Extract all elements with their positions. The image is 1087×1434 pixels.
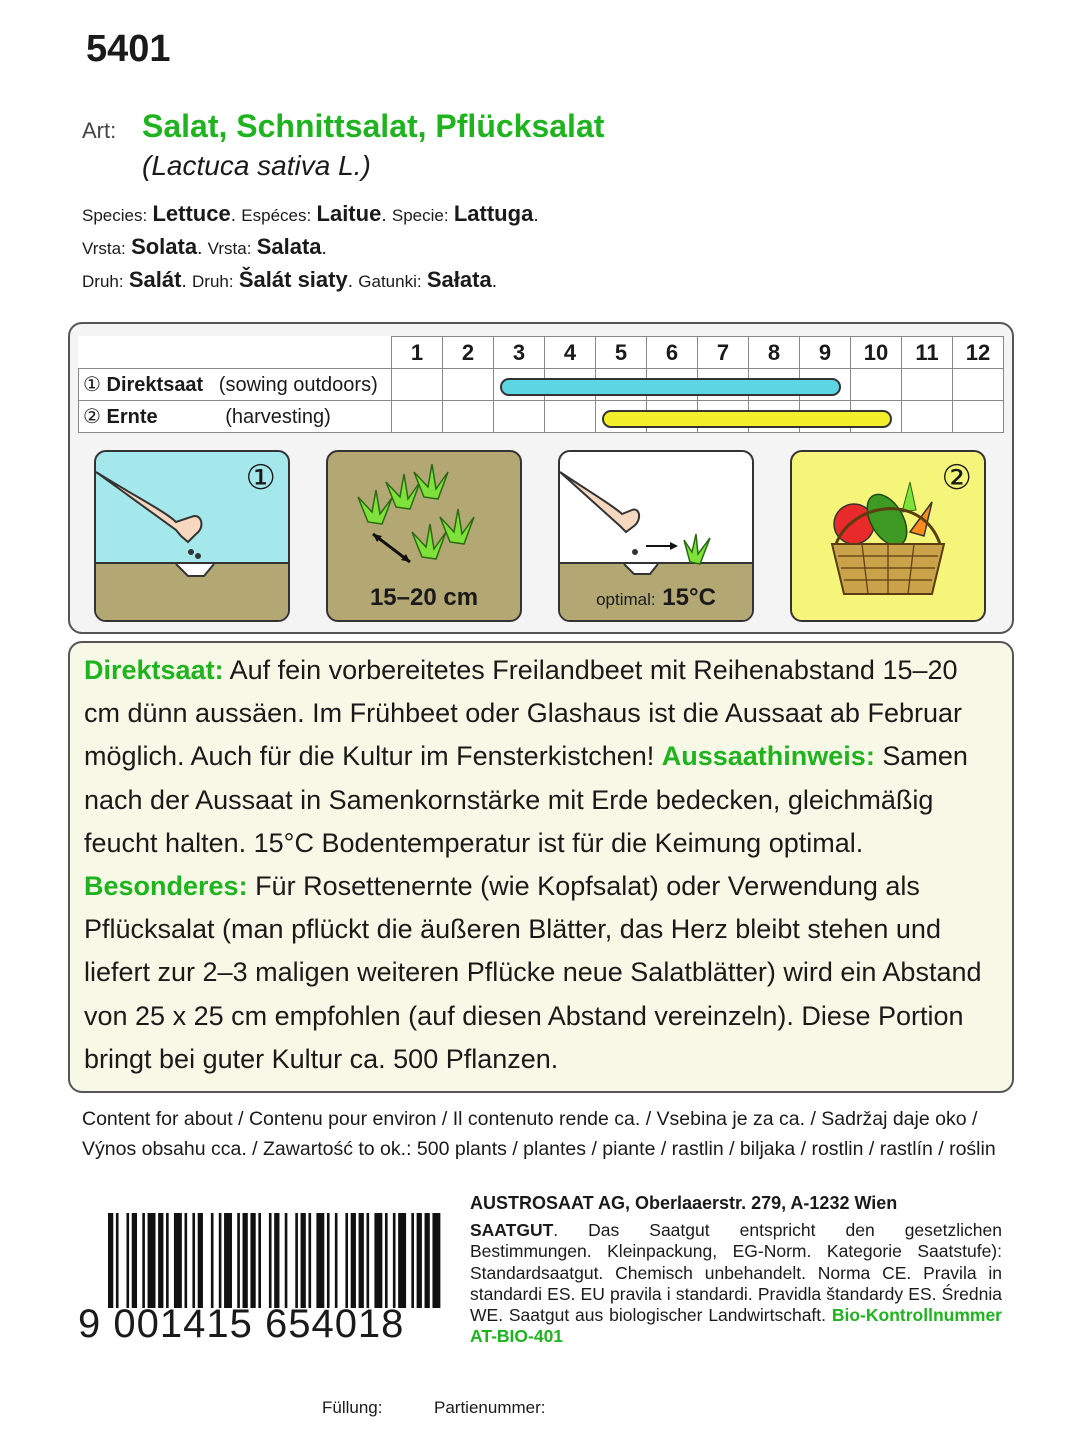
- barcode-number: 9 001415 654018: [78, 1302, 405, 1346]
- content-line-1: Content for about / Contenu pour environ / Il contenuto rende ca. / Vsebina je za ca. / Sadržaj daje oko /: [82, 1108, 978, 1130]
- barcode-image: [108, 1213, 443, 1308]
- fill-label: Füllung:: [322, 1398, 383, 1417]
- sowing-calendar: [68, 322, 1014, 634]
- hand-sowing-icon: [96, 452, 288, 620]
- harvest-period-bar: [602, 410, 892, 428]
- month-header: 8: [749, 337, 800, 369]
- temperature-value: 15°C: [662, 584, 716, 611]
- latin-name: (Lactuca sativa L.): [142, 150, 371, 181]
- company-address: AUSTROSAAT AG, Oberlaaerstr. 279, A-1232 Wien: [470, 1193, 898, 1213]
- spacing-label: 15–20 cm: [369, 584, 479, 611]
- month-header: 1: [392, 337, 443, 369]
- calendar-row-harvest: ② Ernte (harvesting): [79, 401, 1004, 433]
- calendar-row-sowing: ① Direktsaat (sowing outdoors): [79, 369, 1004, 401]
- row-name: Ernte: [106, 406, 158, 428]
- row-translation: (harvesting): [225, 406, 331, 428]
- month-header: 11: [902, 337, 953, 369]
- panel-sowing: [94, 450, 290, 622]
- art-label: Art:: [82, 118, 117, 143]
- month-header: 2: [443, 337, 494, 369]
- month-header: 9: [800, 337, 851, 369]
- content-line-2: Výnos obsahu cca. / Zawartość to ok.: 500 plants / plantes / piante / rastlin / biljaka / rostlin / rastlín / roślin: [82, 1138, 996, 1160]
- direktsaat-heading: Direktsaat:: [84, 655, 224, 685]
- month-header: 4: [545, 337, 596, 369]
- batch-label: Partienummer:: [434, 1398, 546, 1417]
- translation-line-2: Vrsta: Solata. Vrsta: Salata.: [82, 234, 327, 259]
- panel-temperature: [558, 450, 754, 622]
- month-header: 3: [494, 337, 545, 369]
- step-marker: ②: [941, 459, 972, 497]
- bio-control-number: Bio-Kontrollnummer AT-BIO-401: [470, 1305, 1002, 1347]
- row-translation: (sowing outdoors): [218, 374, 378, 396]
- besonderes-heading: Besonderes:: [84, 871, 248, 902]
- panel-harvest: [790, 450, 986, 622]
- month-header: 5: [596, 337, 647, 369]
- species-name: Salat, Schnittsalat, Pflücksalat: [142, 108, 605, 144]
- temperature-label: optimal:: [596, 590, 656, 609]
- month-header: 12: [953, 337, 1004, 369]
- month-header: 7: [698, 337, 749, 369]
- hinweis-heading: Aussaathinweis:: [661, 741, 875, 772]
- instructions-text: Direktsaat: Auf fein vorbereitetes Freilandbeet mit Reihenabstand 15–20 cm dünn aussäen. Im Frühbeet oder Glashaus ist die Aussaat ab Februar möglich. Auch für die Kultur im Fensterkistchen! Aussaathinweis: Samen nach der Aussaat in Samenkornstärke mit Erde bedecken, gleichmäßig feucht halten. 15°C Bodentemperatur ist für die Keimung optimal. Besonderes: Für Rosettenernte (wie Kopfsalat) oder Verwendung als Pflücksalat (man pflückt die äußeren Blätter, das Herz bleibt stehen und liefert zur 2–3 maligen weiteren Pflücke neue Salatblätter) wird ein Abstand von 25 x 25 cm empfohlen (auf diesen Abstand vereinzeln). Diese Portion bringt bei guter Kultur ca. 500 Pflanzen.: [84, 655, 982, 1074]
- translation-line-3: Druh: Salát. Druh: Šalát siaty. Gatunki: Sałata.: [82, 267, 497, 292]
- row-name: Direktsaat: [106, 374, 204, 396]
- month-header: 6: [647, 337, 698, 369]
- month-header: 10: [851, 337, 902, 369]
- panel-spacing: [326, 450, 522, 622]
- step-marker: ①: [245, 459, 276, 497]
- instructions-box: [68, 641, 1014, 1093]
- vegetable-basket-icon: [792, 452, 984, 620]
- legal-text: SAATGUT. Das Saatgut entspricht den gesetzlichen Bestimmungen. Kleinpackung, EG-Norm. Kategorie Saatstufe): Standardsaatgut. Chemisch unbehandelt. Norma CE. Pravila in standardi ES. EU pravila i standardi. Pravidla štandardy ES. Średnia WE. Saatgut aus biologischer Landwirtschaft. Bio-Kontrollnummer AT-BIO-401: [470, 1220, 1002, 1347]
- product-code: 5401: [86, 28, 171, 70]
- sowing-period-bar: [500, 378, 841, 396]
- translation-line-1: Species: Lettuce. Espéces: Laitue. Specie: Lattuga.: [82, 201, 539, 226]
